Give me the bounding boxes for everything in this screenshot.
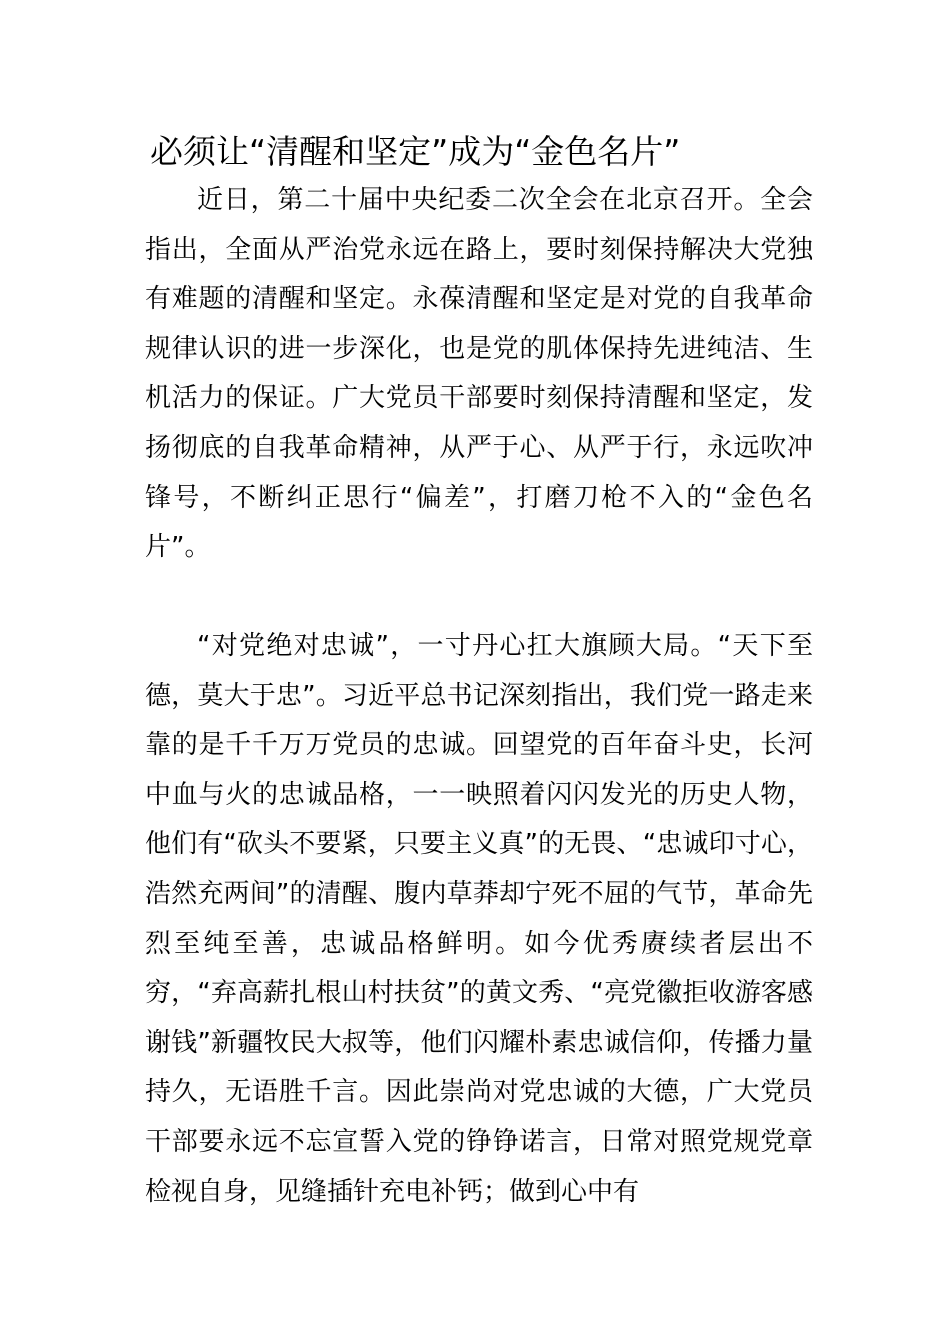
paragraph-1: 近日，第二十届中央纪委二次全会在北京召开。全会指出，全面从严治党永远在路上，要时刻保持解决大党独有难题的清醒和坚定。永葆清醒和坚定是对党的自我革命规律认识的进一步深化，也是党的肌体保持先进纯洁、生机活力的保证。广大党员干部要时刻保持清醒和坚定，发扬彻底的自我革命精神，从严于心、从严于行，永远吹冲锋号，不断纠正思行“偏差”，打磨刀枪不入的“金色名片”。	[145, 185, 813, 563]
paragraph-2: “对党绝对忠诚”，一寸丹心扛大旗顾大局。“天下至德，莫大于忠”。习近平总书记深刻指出，我们党一路走来靠的是千千万万党员的忠诚。回望党的百年奋斗史，长河中血与火的忠诚品格，一一映照着闪闪发光的历史人物，他们有“砍头不要紧，只要主义真”的无畏、“忠诚印寸心，浩然充两间”的清醒、腹内草莽却宁死不屈的气节，革命先烈至纯至善，忠诚品格鲜明。如今优秀赓续者层出不穷，“弃高薪扎根山村扶贫”的黄文秀、“亮党徽拒收游客感谢钱”新疆牧民大叔等，他们闪耀朴素忠诚信仰，传播力量持久，无语胜千言。因此崇尚对党忠诚的大德，广大党员干部要永远不忘宣誓入党的铮铮诺言，日常对照党规党章检视自身，见缝插针充电补钙；做到心中有	[145, 631, 813, 1207]
document-title: 必须让“清醒和坚定”成为“金色名片”	[150, 132, 681, 171]
